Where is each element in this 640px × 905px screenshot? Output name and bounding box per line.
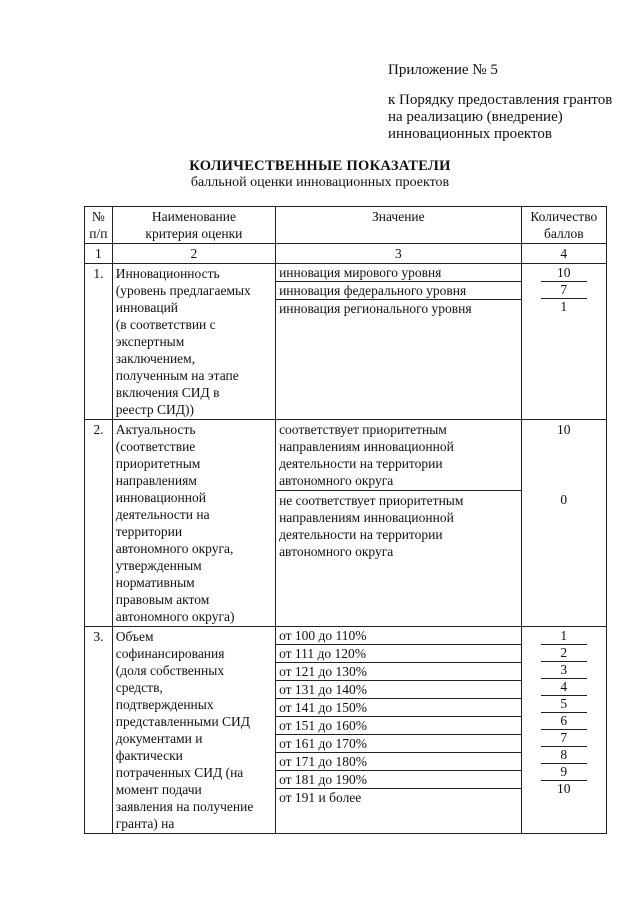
appendix-line: к Порядку предоставления грантов: [388, 92, 613, 108]
value-cell: [276, 627, 522, 834]
points-value: 0: [560, 492, 568, 507]
header-value: Значение: [276, 207, 522, 244]
criterion-cell: Объем софинансирования (доля собственных средств, подтвержденных представленными СИД документами и фактически потраченных СИД (на момент подачи заявления на получение гранта) на: [112, 627, 275, 834]
points-value: 1: [560, 299, 568, 314]
col-number: 2: [112, 244, 275, 264]
table-row: [85, 264, 607, 420]
value-line: от 181 до 190%: [276, 771, 521, 789]
points-cell: [521, 420, 606, 627]
value-line: соответствует приоритетным направлениям инновационной деятельности на территории автономного округа: [276, 420, 521, 491]
column-number-row: [85, 244, 607, 264]
points-value: 7: [541, 281, 587, 299]
header-num: № п/п: [85, 207, 113, 244]
points-value: 10: [541, 264, 587, 282]
points-value: 8: [541, 746, 587, 764]
row-number: 3.: [85, 627, 113, 834]
value-line: от 121 до 130%: [276, 663, 521, 681]
value-line: инновация регионального уровня: [279, 301, 472, 316]
col-number: 4: [521, 244, 606, 264]
value-cell: [276, 264, 522, 420]
value-line: от 131 до 140%: [276, 681, 521, 699]
col-number: 3: [276, 244, 522, 264]
appendix-line: на реализацию (внедрение): [388, 109, 563, 125]
points-value: 10: [557, 781, 571, 796]
criterion-cell: Инновационность (уровень предлагаемых инноваций (в соответствии с экспертным заключением, полученным на этапе включения СИД в реестр СИД)): [112, 264, 275, 420]
value-line: от 191 и более: [279, 790, 362, 805]
value-line: от 171 до 180%: [276, 753, 521, 771]
points-value: 1: [541, 627, 587, 645]
criteria-table: [84, 206, 607, 834]
points-value: 7: [541, 729, 587, 747]
value-line: инновация федерального уровня: [276, 282, 521, 300]
value-line: от 161 до 170%: [276, 735, 521, 753]
value-line: от 151 до 160%: [276, 717, 521, 735]
appendix-block: [388, 62, 612, 143]
table-header-row: [85, 207, 607, 244]
points-cell: [521, 627, 606, 834]
points-value: 2: [541, 644, 587, 662]
header-criterion: Наименование критерия оценки: [112, 207, 275, 244]
value-line: инновация мирового уровня: [276, 264, 521, 282]
row-number: 2.: [85, 420, 113, 627]
table-row: [85, 420, 607, 627]
value-line: от 141 до 150%: [276, 699, 521, 717]
value-line: от 100 до 110%: [276, 627, 521, 645]
col-number: 1: [85, 244, 113, 264]
points-value: 3: [541, 661, 587, 679]
row-number: 1.: [85, 264, 113, 420]
value-cell: [276, 420, 522, 627]
points-value: 4: [541, 678, 587, 696]
points-value: 6: [541, 712, 587, 730]
value-line: не соответствует приоритетным направлениям инновационной деятельности на территории автономного округа: [279, 493, 464, 559]
table-row: [85, 627, 607, 834]
points-cell: [521, 264, 606, 420]
value-line: от 111 до 120%: [276, 645, 521, 663]
criterion-cell: Актуальность (соответствие приоритетным направлениям инновационной деятельности на территории автономного округа, утвержденным нормативным правовым актом автономного округа): [112, 420, 275, 627]
points-value: 9: [541, 763, 587, 781]
document-subtitle: балльной оценки инновационных проектов: [190, 175, 450, 190]
appendix-number: Приложение № 5: [388, 62, 498, 78]
points-value: 5: [541, 695, 587, 713]
header-points: Количество баллов: [521, 207, 606, 244]
points-value: 10: [557, 422, 571, 437]
document-title: КОЛИЧЕСТВЕННЫЕ ПОКАЗАТЕЛИ: [189, 158, 451, 174]
appendix-line: инновационных проектов: [388, 126, 552, 142]
